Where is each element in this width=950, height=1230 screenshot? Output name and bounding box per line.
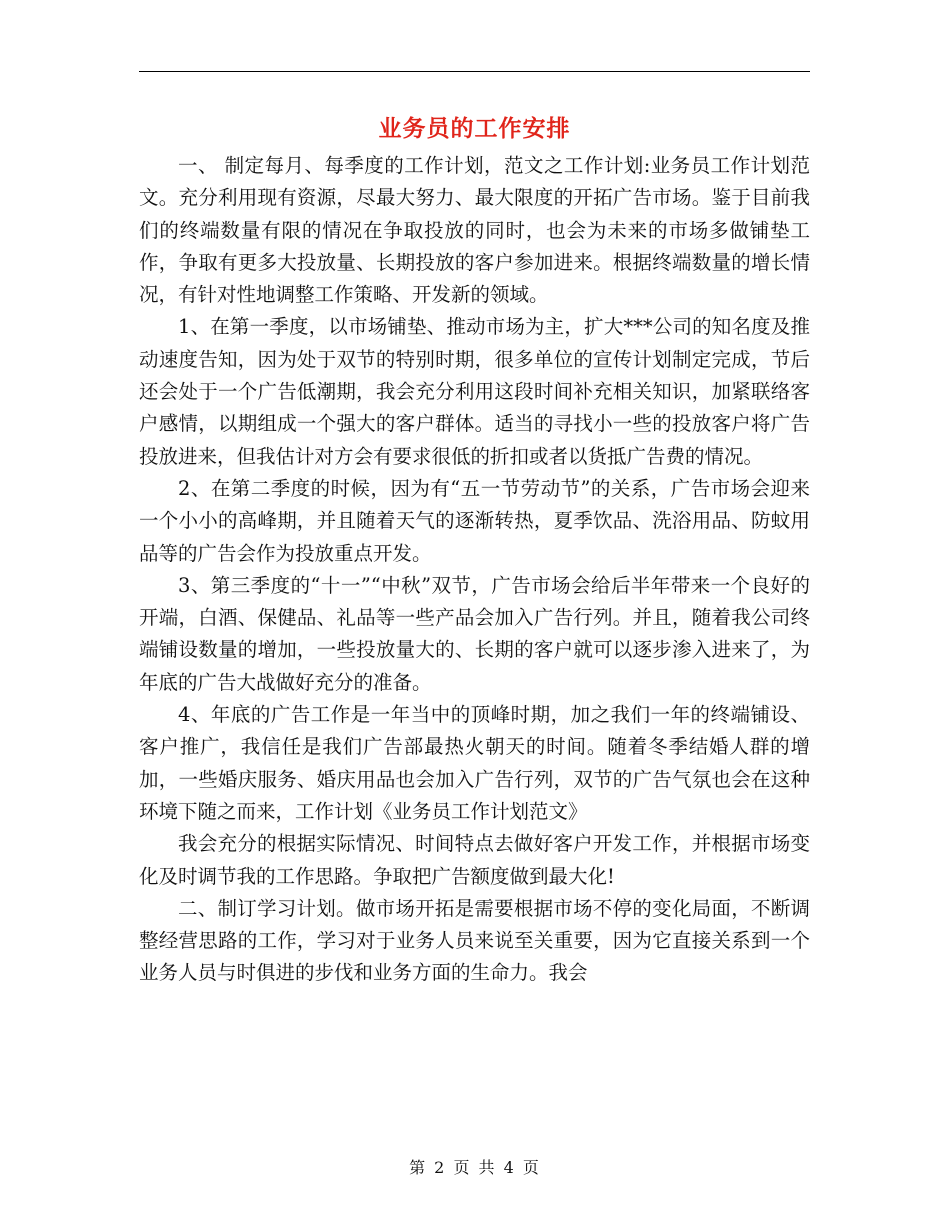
paragraph: 4、年底的广告工作是一年当中的顶峰时期，加之我们一年的终端铺设、客户推广，我信任是我们广告部最热火朝天的时间。随着冬季结婚人群的增加，一些婚庆服务、婚庆用品也会加入广告行列，双节的广告气氛也会在这种环境下随之而来，工作计划《业务员工作计划范文》 — [139, 703, 810, 823]
paragraph: 我会充分的根据实际情况、时间特点去做好客户开发工作，并根据市场变化及时调节我的工作思路。争取把广告额度做到最大化! — [139, 832, 810, 888]
paragraph: 3、第三季度的“十一”“中秋”双节，广告市场会给后半年带来一个良好的开端，白酒、保健品、礼品等一些产品会加入广告行列。并且，随着我公司终端铺设数量的增加，一些投放量大的、长期的客户就可以逐步渗入进来了，为年底的广告大战做好充分的准备。 — [139, 573, 810, 694]
paragraph: 1、在第一季度，以市场铺垫、推动市场为主，扩大***公司的知名度及推动速度告知，因为处于双节的特别时期，很多单位的宣传计划制定完成，节后还会处于一个广告低潮期，我会充分利用这段时间补充相关知识，加紧联络客户感情，以期组成一个强大的客户群体。适当的寻找小一些的投放客户将广告投放进来，但我估计对方会有要求很低的折扣或者以货抵广告费的情况。 — [139, 315, 810, 468]
document-body — [139, 150, 810, 990]
paragraph: 2、在第二季度的时候，因为有“五一节劳动节”的关系，广告市场会迎来一个小小的高峰期，并且随着天气的逐渐转热，夏季饮品、洗浴用品、防蚊用品等的广告会作为投放重点开发。 — [139, 476, 810, 565]
document-title: 业务员的工作安排 — [378, 115, 571, 142]
header-rule — [139, 71, 810, 72]
page-number-footer: 第 2 页 共 4 页 — [409, 1158, 541, 1177]
paragraph: 二、制订学习计划。做市场开拓是需要根据市场不停的变化局面，不断调整经营思路的工作，学习对于业务人员来说至关重要，因为它直接关系到一个业务人员与时俱进的步伐和业务方面的生命力。我会 — [139, 896, 810, 985]
paragraph: 一、 制定每月、每季度的工作计划，范文之工作计划:业务员工作计划范文。充分利用现有资源，尽最大努力、最大限度的开拓广告市场。鉴于目前我们的终端数量有限的情况在争取投放的同时，也会为未来的市场多做铺垫工作，争取有更多大投放量、长期投放的客户参加进来。根据终端数量的增长情况，有针对性地调整工作策略、开发新的领域。 — [139, 154, 810, 307]
